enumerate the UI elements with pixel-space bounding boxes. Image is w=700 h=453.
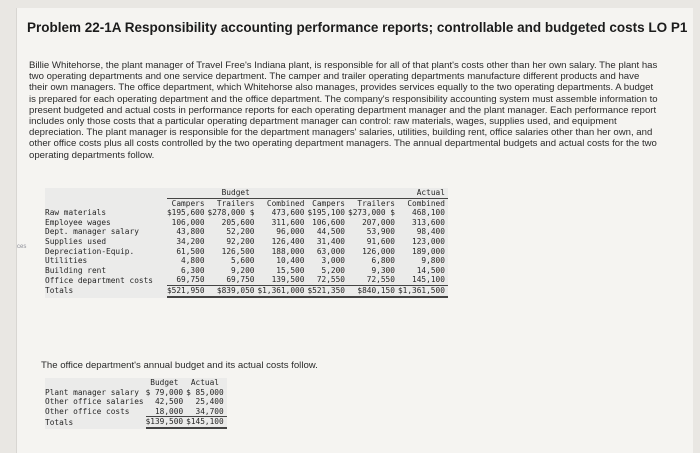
row-label: Plant manager salary [45, 387, 139, 397]
table-cell: 126,000 [362, 246, 395, 256]
table-cell: 9,300 [371, 265, 395, 275]
table-cell: $ 79,000 [145, 387, 184, 397]
table-cell: $521,950 [167, 285, 208, 296]
problem-description: Billie Whitehorse, the plant manager of Travel Free's Indiana plant, is responsible for all of that plant's costs other than her own salary. The plant has two operating departments and one service department. The camper and trailer operating departments manufacture different products and have their own managers. The office department, which Whitehorse also manages, provides services equally to the two operating departments. A budget is prepared for each operating department and the office department. The company's responsibility accounting system must assemble information to present budgeted and actual costs in performance reports for each operating department manager and the plant manager. Each performance report includes only those costs that a particular operating department manager can control: raw materials, wages, supplies used, and equipment depreciation. The plant manager is responsible for the department managers' salaries, utilities, building rent, office salaries other than her own, and other office costs plus all costs controlled by the two operating department managers. The annual departmental budgets and actual costs for the two operating departments follow. [29, 60, 658, 161]
column-header: Campers [312, 198, 345, 208]
table-cell: 43,800 [176, 227, 205, 237]
table-row [45, 275, 448, 285]
row-label: Supplies used [45, 236, 107, 246]
table-cell: 205,600 [221, 217, 255, 227]
table-cell: 9,200 [231, 265, 255, 275]
table-cell: $139,500 [146, 417, 187, 428]
table-cell: 473,600 [271, 208, 305, 218]
table-cell: $840,150 [348, 285, 398, 296]
table-cell: $1,361,000 [257, 285, 307, 296]
table-cell: 106,600 [312, 217, 345, 227]
table-cell: 63,000 [316, 246, 345, 256]
table-cell: 61,500 [176, 246, 205, 256]
table-row [45, 285, 448, 296]
table-cell: 18,000 [146, 407, 187, 417]
table-row [45, 237, 448, 247]
table-cell: 98,400 [416, 227, 445, 237]
table-cell: 42,500 [154, 397, 184, 407]
table-cell: 9,800 [421, 256, 445, 266]
column-header: Campers [171, 198, 205, 208]
table-cell: 313,600 [412, 217, 445, 227]
row-label: Totals [45, 417, 74, 427]
row-label: Raw materials [45, 208, 107, 218]
column-header: Trailers [357, 198, 395, 208]
table-cell: 139,500 [257, 275, 307, 285]
table-cell: $521,350 [307, 285, 348, 296]
row-label: Office department costs [45, 275, 153, 285]
table-cell: 96,000 [276, 227, 305, 237]
table-row [45, 208, 448, 218]
office-intro-text: The office department's annual budget and its actual costs follow. [41, 360, 318, 371]
table-cell: 189,000 [412, 246, 445, 256]
table-cell: 5,600 [231, 256, 255, 266]
table-cell: 34,700 [186, 407, 227, 417]
table-cell: 207,000 [362, 217, 395, 227]
table-row [45, 227, 448, 237]
table-cell: 4,800 [181, 256, 205, 266]
table-cell: 3,000 [321, 256, 345, 266]
table-cell: 44,500 [316, 227, 345, 237]
table-cell: 106,000 [171, 217, 205, 227]
column-header: Actual [190, 378, 219, 387]
table-cell: 123,000 [412, 236, 445, 246]
table-row [45, 397, 227, 407]
department-costs-table [45, 188, 448, 298]
table-cell: $273,000 $ [348, 208, 395, 218]
table-cell: 52,200 [226, 227, 255, 237]
table-cell: 53,900 [366, 227, 395, 237]
table-cell: 188,000 [271, 246, 305, 256]
table-cell: $145,100 [186, 417, 227, 428]
column-header-row [45, 378, 227, 388]
table-cell: 25,400 [195, 397, 224, 407]
table-cell: $1,361,500 [398, 285, 448, 296]
column-header-row [45, 198, 448, 208]
table-cell: 15,500 [276, 265, 305, 275]
table-cell: $195,600 [166, 208, 205, 218]
row-label: Totals [45, 286, 74, 296]
table-cell: 14,500 [416, 265, 445, 275]
row-label: Other office salaries [45, 397, 144, 407]
budget-group-header: Budget [167, 188, 307, 198]
side-margin-text: ces [17, 244, 27, 250]
row-label: Dept. manager salary [45, 227, 139, 237]
table-row [45, 247, 448, 257]
row-label: Other office costs [45, 407, 130, 417]
table-row [45, 388, 227, 398]
column-header: Combined [266, 198, 305, 208]
row-label: Building rent [45, 265, 107, 275]
table-cell: $839,050 [208, 285, 258, 296]
actual-group-header: Actual [307, 188, 447, 198]
table-cell: 92,200 [226, 236, 255, 246]
table-cell: 468,100 [412, 208, 445, 218]
table-cell: 69,750 [208, 275, 258, 285]
table-cell: 31,400 [316, 236, 345, 246]
table-cell: 311,600 [271, 217, 305, 227]
table-cell: 145,100 [398, 275, 448, 285]
column-header: Combined [407, 198, 445, 208]
table-cell: 10,400 [276, 256, 305, 266]
table-row [45, 417, 227, 428]
table-cell: 6,300 [181, 265, 205, 275]
office-costs-table [45, 378, 227, 429]
table-row [45, 407, 227, 417]
table-cell: 72,550 [307, 275, 348, 285]
table-cell: $195,100 [307, 208, 345, 218]
problem-title: Problem 22-1A Responsibility accounting performance reports; controllable and budgeted costs LO P1 [27, 20, 688, 35]
table-cell: 34,200 [176, 236, 205, 246]
table-cell: 91,600 [366, 236, 395, 246]
table-cell: 72,550 [348, 275, 398, 285]
table-row [45, 266, 448, 276]
problem-page [16, 8, 693, 453]
table-cell: $278,000 $ [207, 208, 255, 218]
row-label: Employee wages [45, 217, 111, 227]
table-cell: 126,500 [221, 246, 255, 256]
table-row [45, 256, 448, 266]
table-row [45, 218, 448, 228]
row-label: Utilities [45, 256, 88, 266]
table-cell: 5,200 [321, 265, 345, 275]
row-label: Depreciation-Equip. [45, 246, 135, 256]
table-cell: $ 85,000 [186, 387, 224, 397]
column-header: Trailers [216, 198, 255, 208]
table-cell: 6,800 [371, 256, 395, 266]
table-cell: 69,750 [167, 275, 208, 285]
table-cell: 126,400 [271, 236, 305, 246]
column-header: Budget [150, 378, 179, 387]
